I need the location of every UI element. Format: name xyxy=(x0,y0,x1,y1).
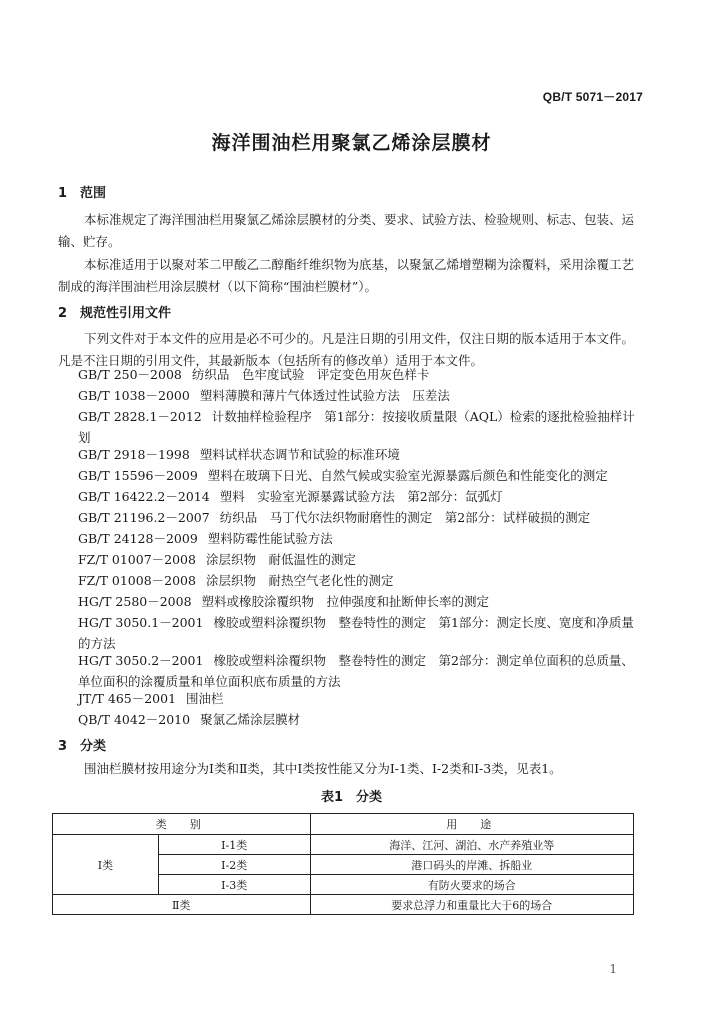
references-intro: 下列文件对于本文件的应用是必不可少的。凡是注日期的引用文件，仅注日期的版本适用于本文件。凡是不注日期的引用文件，其最新版本（包括所有的修改单）适用于本文件。 xyxy=(58,331,635,368)
reference-title: 纺织品 色牢度试验 评定变色用灰色样卡 xyxy=(191,367,430,382)
section-number: 3 xyxy=(58,739,68,754)
subclass-cell: Ⅰ-2类 xyxy=(158,855,310,875)
reference-title: 塑料 实验室光源暴露试验方法 第2部分：氙弧灯 xyxy=(219,489,503,504)
section-2-heading xyxy=(58,302,171,321)
reference-code: GB/T 2918－1998 xyxy=(78,447,190,462)
reference-code: JT/T 465－2001 xyxy=(78,691,177,706)
reference-code: HG/T 3050.1－2001 xyxy=(78,615,204,630)
reference-code: FZ/T 01008－2008 xyxy=(78,573,196,588)
reference-item xyxy=(58,406,646,448)
group-cell: Ⅰ类 xyxy=(53,835,159,895)
subclass-cell: Ⅰ-1类 xyxy=(158,835,310,855)
reference-item xyxy=(58,444,646,465)
section-title: 规范性引用文件 xyxy=(80,306,172,321)
reference-code: HG/T 3050.2－2001 xyxy=(78,653,204,668)
reference-code: HG/T 2580－2008 xyxy=(78,594,192,609)
reference-title: 塑料防霉性能试验方法 xyxy=(207,531,333,546)
table-row xyxy=(53,835,634,855)
usage-cell: 港口码头的岸滩、拆船业 xyxy=(310,855,633,875)
reference-item xyxy=(58,650,646,692)
page-number: 1 xyxy=(609,962,617,976)
header-category: 类 别 xyxy=(53,814,311,835)
reference-item xyxy=(58,486,646,507)
section-3-heading xyxy=(58,735,106,754)
section-number: 2 xyxy=(58,306,68,321)
reference-code: GB/T 16422.2－2014 xyxy=(78,489,210,504)
reference-title: 橡胶或塑料涂覆织物 整卷特性的测定 第1部分：测定长度、宽度和净质量的方法 xyxy=(78,615,634,651)
reference-code: GB/T 15596－2009 xyxy=(78,468,198,483)
scope-paragraph-2: 本标准适用于以聚对苯二甲酸乙二醇酯纤维织物为底基，以聚氯乙烯增塑糊为涂覆料，采用涂覆工艺制成的海洋围油栏用涂层膜材（以下简称“围油栏膜材”）。 xyxy=(58,257,635,294)
reference-code: GB/T 2828.1－2012 xyxy=(78,409,202,424)
reference-item xyxy=(58,465,646,486)
table-header-row xyxy=(53,814,634,835)
scope-paragraph-1: 本标准规定了海洋围油栏用聚氯乙烯涂层膜材的分类、要求、试验方法、检验规则、标志、包装、运输、贮存。 xyxy=(58,212,635,249)
reference-item xyxy=(58,364,646,385)
reference-item xyxy=(58,612,646,654)
reference-title: 橡胶或塑料涂覆织物 整卷特性的测定 第2部分：测定单位面积的总质量、单位面积的涂覆质量和单位面积底布质量的方法 xyxy=(78,653,634,689)
reference-title: 涂层织物 耐热空气老化性的测定 xyxy=(205,573,394,588)
reference-code: FZ/T 01007－2008 xyxy=(78,552,196,567)
reference-item xyxy=(58,688,646,709)
reference-title: 塑料在玻璃下日光、自然气候或实验室光源暴露后颜色和性能变化的测定 xyxy=(207,468,608,483)
table-caption: 表1 分类 xyxy=(320,790,383,805)
usage-cell: 海洋、江河、湖泊、水产养殖业等 xyxy=(310,835,633,855)
section-number: 1 xyxy=(58,186,68,201)
reference-title: 塑料或橡胶涂覆织物 拉伸强度和扯断伸长率的测定 xyxy=(201,594,490,609)
class2-cell: Ⅱ类 xyxy=(53,895,311,915)
document-title: 海洋围油栏用聚氯乙烯涂层膜材 xyxy=(211,132,492,154)
section-1-heading xyxy=(58,182,106,201)
classification-table xyxy=(52,813,634,915)
reference-code: QB/T 4042－2010 xyxy=(78,712,191,727)
standard-code: QB/T 5071－2017 xyxy=(542,90,643,104)
reference-item xyxy=(58,570,646,591)
reference-item xyxy=(58,549,646,570)
usage-cell: 要求总浮力和重量比大于6的场合 xyxy=(310,895,633,915)
header-usage: 用 途 xyxy=(310,814,633,835)
reference-code: GB/T 250－2008 xyxy=(78,367,182,382)
reference-title: 塑料试样状态调节和试验的标准环境 xyxy=(199,447,400,462)
table-row xyxy=(53,895,634,915)
reference-title: 纺织品 马丁代尔法织物耐磨性的测定 第2部分：试样破损的测定 xyxy=(219,510,591,525)
reference-item xyxy=(58,385,646,406)
reference-code: GB/T 21196.2－2007 xyxy=(78,510,210,525)
section-title: 范围 xyxy=(80,186,107,201)
reference-item xyxy=(58,591,646,612)
reference-title: 聚氯乙烯涂层膜材 xyxy=(200,712,301,727)
section-title: 分类 xyxy=(80,739,107,754)
reference-title: 涂层织物 耐低温性的测定 xyxy=(205,552,356,567)
reference-code: GB/T 1038－2000 xyxy=(78,388,190,403)
reference-code: GB/T 24128－2009 xyxy=(78,531,198,546)
reference-title: 围油栏 xyxy=(186,691,224,706)
reference-item xyxy=(58,709,646,730)
reference-title: 计数抽样检验程序 第1部分：按接收质量限（AQL）检索的逐批检验抽样计划 xyxy=(78,409,635,445)
reference-item xyxy=(58,528,646,549)
subclass-cell: Ⅰ-3类 xyxy=(158,875,310,895)
usage-cell: 有防火要求的场合 xyxy=(310,875,633,895)
classification-paragraph: 围油栏膜材按用途分为Ⅰ类和Ⅱ类，其中Ⅰ类按性能又分为Ⅰ-1类、Ⅰ-2类和Ⅰ-3类，见表1。 xyxy=(84,761,562,776)
reference-item xyxy=(58,507,646,528)
reference-title: 塑料薄膜和薄片气体透过性试验方法 压差法 xyxy=(199,388,450,403)
